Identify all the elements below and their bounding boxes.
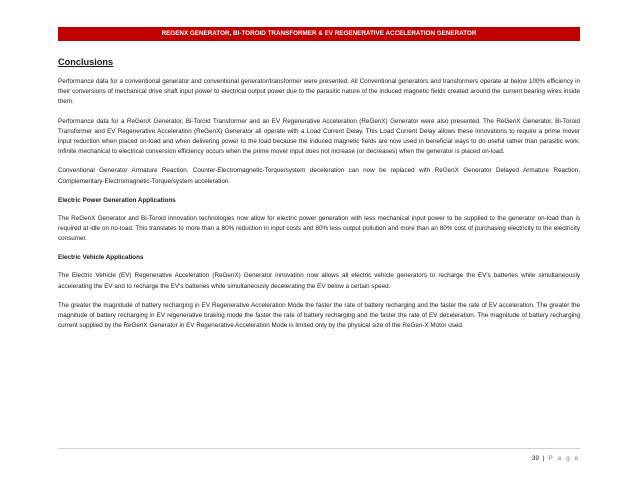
paragraph: Performance data for a ReGenX Generator, Bi-Toroid Transformer and an EV Regenerative Acceleration (ReGenX) Generator were also presented. The ReGenX Generator, Bi-Toroid Transformer and EV Regenerative Acceleration (ReGenX) Generator all operate with a Load Current Delay. This Load Current Delay allows these innovations to require a prime mover input reduction when placed on-load and when delivering power to the load because the induced magnetic fields are now used in beneficial ways to do useful rather than parasitic work. Infinite mechanical to electrical conversion efficiency occurs when the prime mover input does not increase (or decreases) when the generator is placed on-load. — [58, 117, 580, 156]
page-content — [58, 56, 580, 340]
paragraph: Conventional Generator Armature Reaction, Counter-Electromagnetic-Torque/system deceleration can now be replaced with ReGenX Generator Delayed Armature Reaction, Complementary-Electromagnetic-Torque/system acceleration. — [58, 167, 580, 185]
section-heading-conclusions: Conclusions — [58, 57, 114, 67]
paragraph: The Electric Vehicle (EV) Regenerative Acceleration (ReGenX) Generator innovation now allows all electric vehicle generators to recharge the EV's batteries while simultaneously accelerating the EV and to recharge the EV's batteries while simultaneously decelerating the EV below a certain speed. — [58, 272, 580, 290]
section-heading-electric-vehicle: Electric Vehicle Applications — [58, 254, 144, 262]
page-number — [532, 454, 580, 463]
paragraph: Performance data for a conventional generator and conventional generator/transformer were presented. All Conventional generators and transformers operate at below 100% efficiency in their conversions of mechanical drive shaft input power to electrical output power due to the parasitic nature of the induced magnetic fields created around the current bearing wires inside them. — [58, 78, 580, 106]
section-heading-power-generation: Electric Power Generation Applications — [58, 196, 176, 204]
paragraph: The ReGenX Generator and Bi-Toroid innovation technologies now allow for electric power generation with less mechanical input power to be supplied to the generator on-load than is required at idle on no-load. This translates to more than a 80% reduction in input costs and 80% less output pollution and more than an 80% cost of purchasing electricity to the electricity consumer. — [58, 214, 580, 243]
page-number-separator: | — [542, 455, 545, 462]
page-word: P a g e — [548, 455, 580, 462]
running-header: REGENX GENERATOR, BI-TOROID TRANSFORMER & EV REGENERATIVE ACCELERATION GENERATOR — [58, 27, 580, 41]
footer-divider — [58, 448, 580, 449]
paragraph: The greater the magnitude of battery recharging in EV Regenerative Acceleration Mode the faster the rate of battery recharging and the faster the rate of EV acceleration. The greater the magnitude of battery recharging in EV regenerative braking mode the faster the rate of battery recharging and the faster the rate of EV deceleration. The magnitude of battery recharging current supplied by the ReGenX Generator in EV Regenerative Acceleration Mode is limited only by the physical size of the ReGen-X Motor used. — [58, 301, 580, 330]
page-number-value: 39 — [531, 455, 539, 462]
